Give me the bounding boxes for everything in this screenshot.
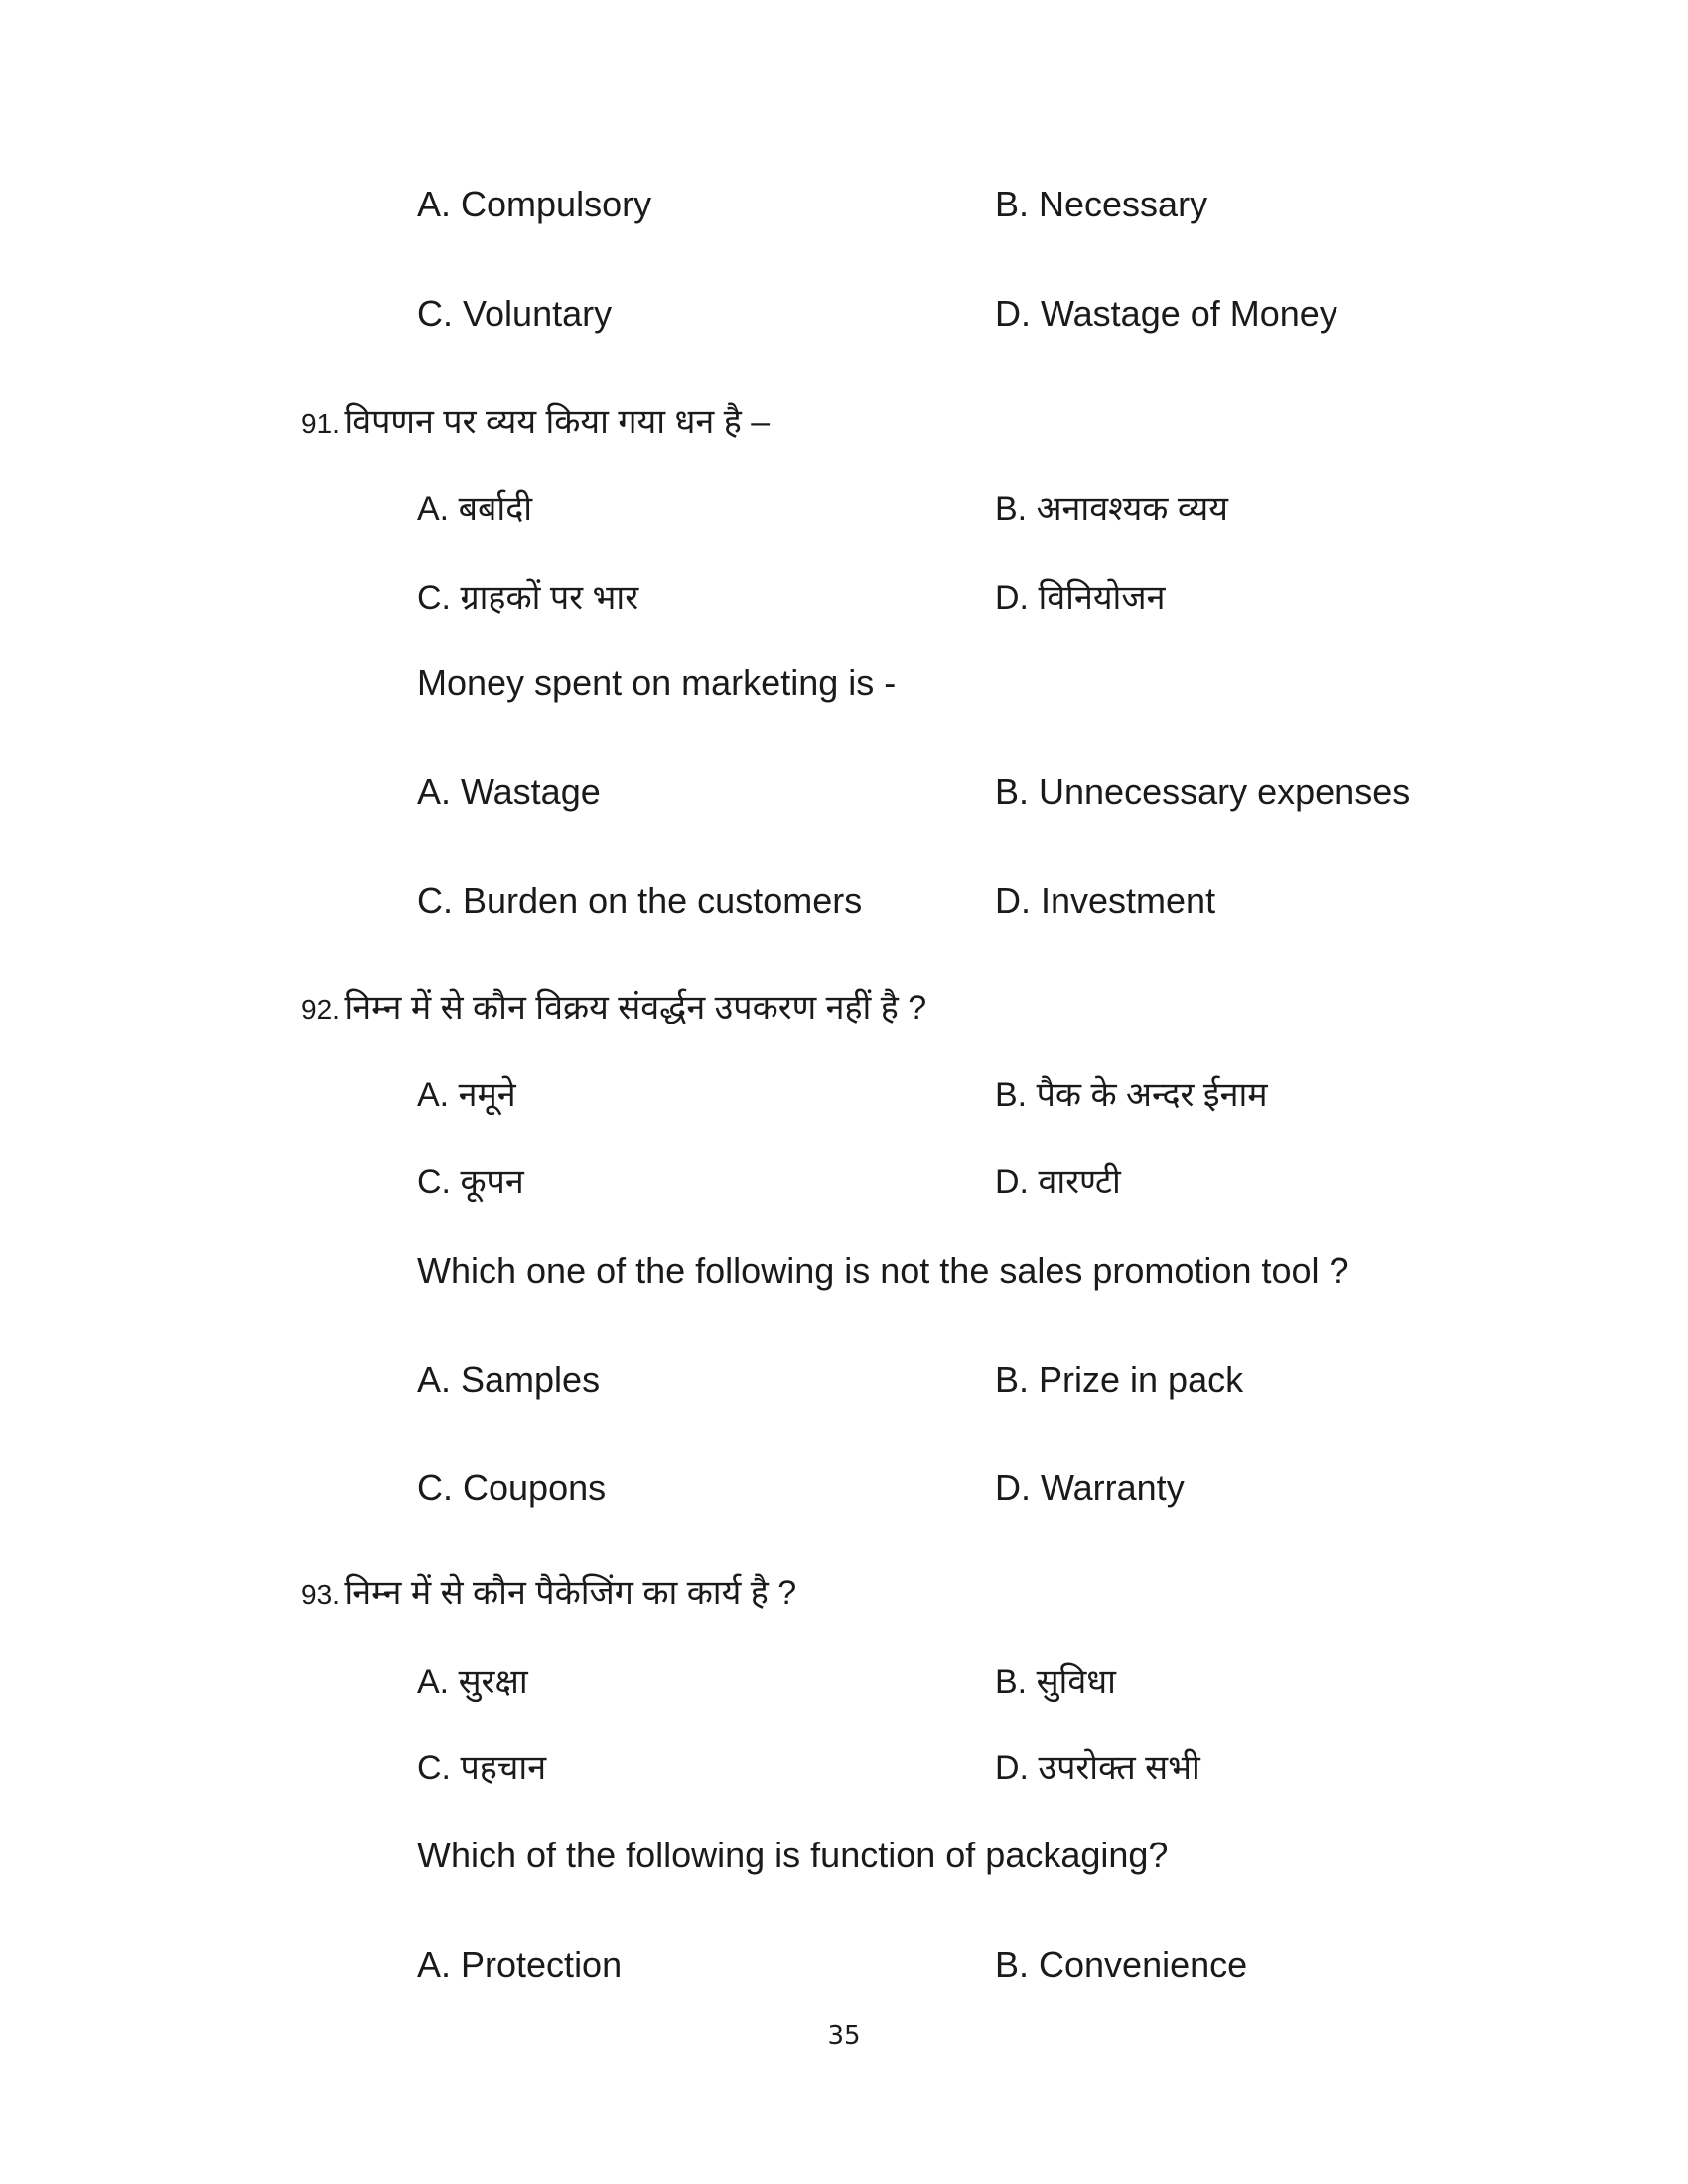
q93-option-b-hindi: B. सुविधा (995, 1663, 1116, 1701)
q92-number: 92. (301, 994, 340, 1024)
q93-option-c-hindi: C. पहचान (417, 1749, 547, 1787)
q93-text-hindi: निम्न में से कौन पैकेजिंग का कार्य है ? (344, 1574, 797, 1612)
q91-question-hindi (301, 405, 770, 439)
q91-option-b-hindi: B. अनावश्यक व्यय (995, 490, 1228, 528)
q91-question-english: Money spent on marketing is - (417, 662, 897, 703)
q93-option-d-hindi: D. उपरोक्त सभी (995, 1749, 1200, 1787)
q92-option-b-hindi: B. पैक के अन्दर ईनाम (995, 1076, 1268, 1114)
q92-option-d-hindi: D. वारण्टी (995, 1163, 1121, 1201)
q92-text-hindi: निम्न में से कौन विक्रय संवर्द्धन उपकरण नहीं है ? (344, 989, 927, 1026)
q92-question-english: Which one of the following is not the sales promotion tool ? (417, 1250, 1349, 1291)
q93-question-english: Which of the following is function of packaging? (417, 1835, 1169, 1875)
q92-option-c: C. Coupons (417, 1467, 607, 1508)
q93-option-a: A. Protection (417, 1944, 623, 1984)
q90-option-a: A. Compulsory (417, 184, 652, 224)
q92-option-a-hindi: A. नमूने (417, 1076, 516, 1114)
q91-number: 91. (301, 408, 340, 439)
q93-option-b: B. Convenience (995, 1944, 1248, 1984)
q91-option-b: B. Unnecessary expenses (995, 771, 1411, 812)
q90-option-d: D. Wastage of Money (995, 293, 1337, 334)
q92-option-a: A. Samples (417, 1359, 601, 1400)
q93-option-a-hindi: A. सुरक्षा (417, 1663, 528, 1701)
q91-option-d-hindi: D. विनियोजन (995, 579, 1166, 616)
q91-text-hindi: विपणन पर व्यय किया गया धन है – (344, 403, 771, 441)
q91-option-a: A. Wastage (417, 771, 601, 812)
q92-option-b: B. Prize in pack (995, 1359, 1244, 1400)
q92-question-hindi (301, 991, 926, 1024)
q92-option-d: D. Warranty (995, 1467, 1185, 1508)
q91-option-d: D. Investment (995, 881, 1216, 921)
page-number: 35 (827, 2021, 861, 2051)
q92-option-c-hindi: C. कूपन (417, 1163, 524, 1201)
q93-question-hindi (301, 1576, 796, 1610)
q91-option-c-hindi: C. ग्राहकों पर भार (417, 579, 639, 616)
q93-number: 93. (301, 1579, 340, 1610)
q90-option-b: B. Necessary (995, 184, 1208, 224)
q91-option-a-hindi: A. बर्बादी (417, 490, 533, 528)
q90-option-c: C. Voluntary (417, 293, 613, 334)
q91-option-c: C. Burden on the customers (417, 881, 863, 921)
